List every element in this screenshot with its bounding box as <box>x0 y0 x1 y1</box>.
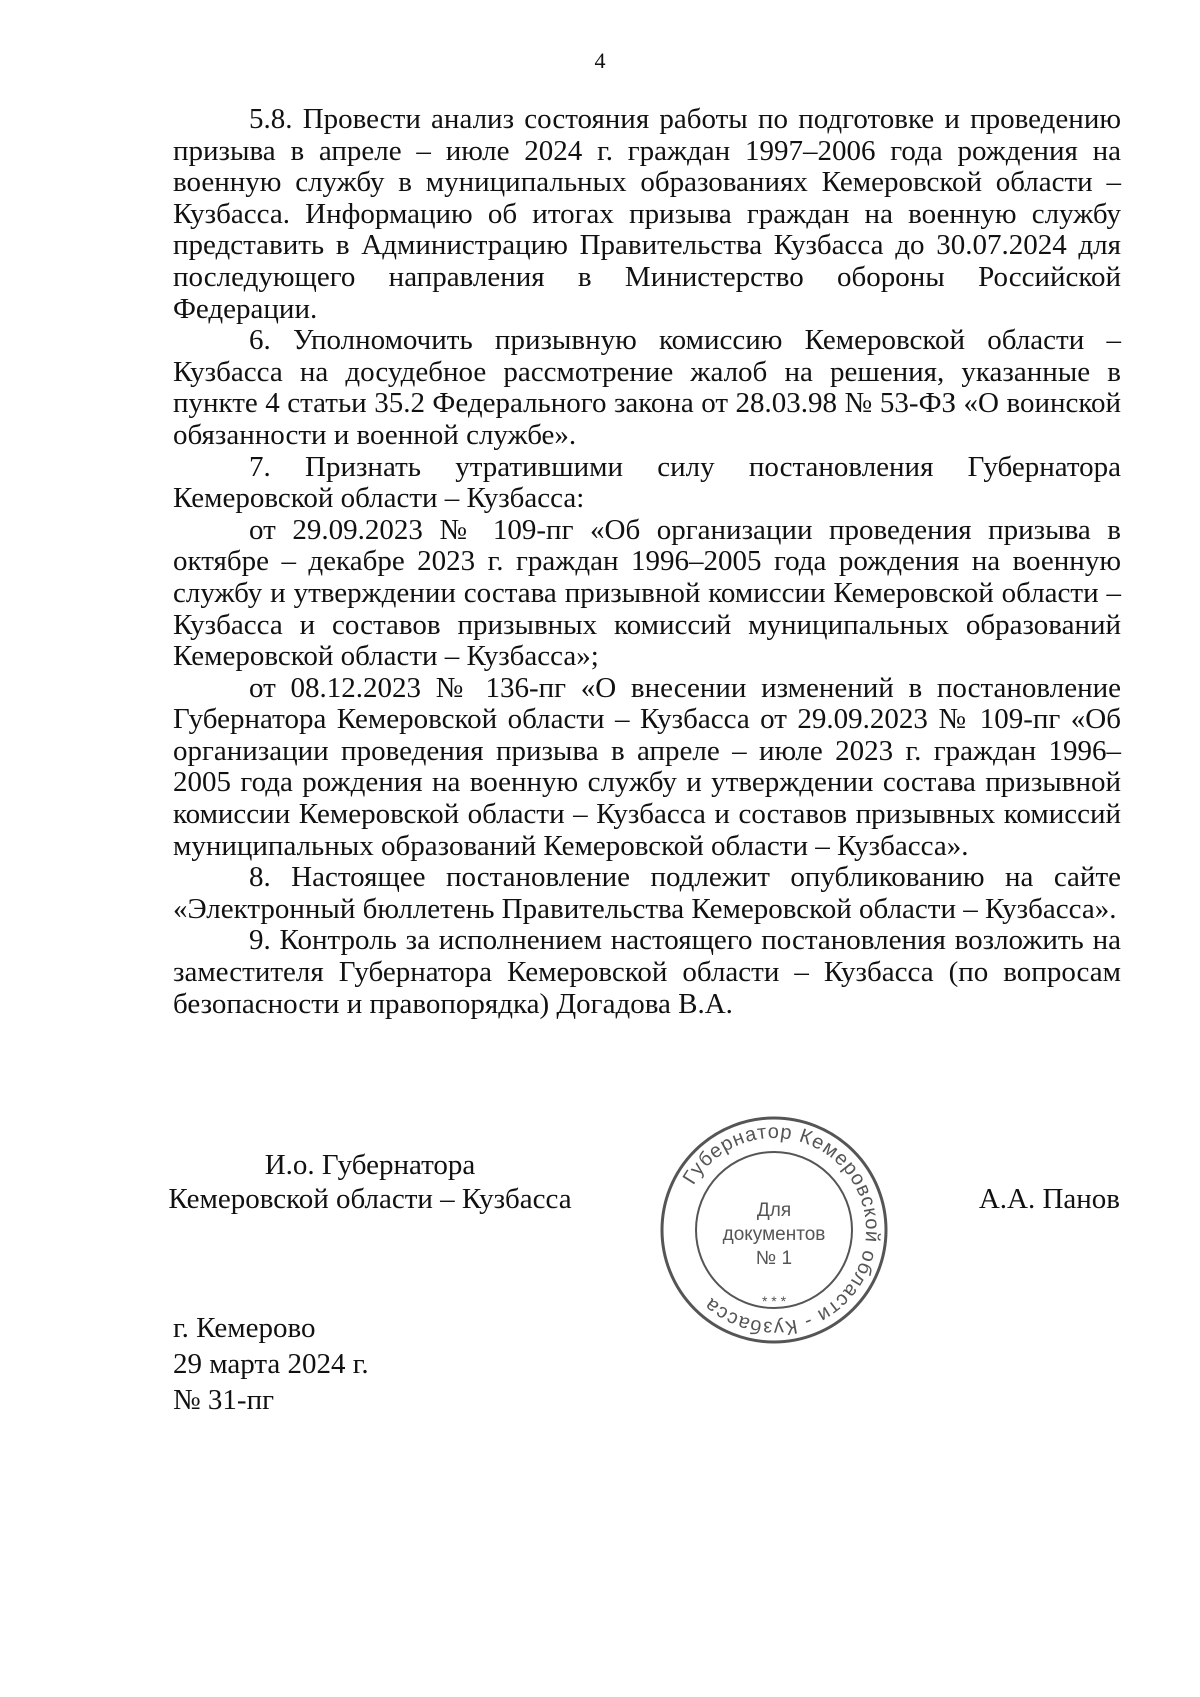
paragraph-6: 6. Уполномочить призывную комиссию Кемеровской области – Кузбасса на досудебное рассмотрение жалоб на решения, указанные в пункте 4 статьи 35.2 Федерального закона от 28.03.98 № 53-ФЗ «О воинской обязанности и военной службе». <box>173 324 1121 451</box>
footer-city: г. Кемерово <box>173 1312 316 1344</box>
signatory-position-line2: Кемеровской области – Кузбасса <box>168 1183 572 1215</box>
seal-ring-textpath: Губернатор Кемеровской области - Кузбасса <box>678 1120 884 1340</box>
paragraph-7-item-2: от 08.12.2023 № 136-пг «О внесении изменений в постановление Губернатора Кемеровской области – Кузбасса от 29.09.2023 № 109-пг «Об организации проведения призыва в апреле – июле 2023 г. граждан 1996–2005 года рождения на военную службу и утверждении состава призывной комиссии Кемеровской области – Кузбасса и составов призывных комиссий муниципальных образований Кемеровской области – Кузбасса». <box>173 671 1121 862</box>
paragraph-8: 8. Настоящее постановление подлежит опубликованию на сайте «Электронный бюллетень Правительства Кемеровской области – Кузбасса». <box>173 861 1121 925</box>
signatory-name: А.А. Панов <box>978 1183 1120 1215</box>
document-body <box>173 104 1121 1020</box>
seal-stars: * * * <box>761 1293 787 1309</box>
footer-number: № 31-пг <box>173 1384 274 1416</box>
paragraph-9: 9. Контроль за исполнением настоящего постановления возложить на заместителя Губернатора Кемеровской области – Кузбасса (по вопросам безопасности и правопорядка) Догадова В.А. <box>173 924 1121 1020</box>
signatory-position <box>160 1148 580 1216</box>
seal-line1: Для <box>756 1200 792 1221</box>
document-footer <box>173 1310 369 1418</box>
paragraph-7-item-1: от 29.09.2023 № 109-пг «Об организации проведения призыва в октябре – декабре 2023 г. граждан 1996–2005 года рождения на военную службу и утверждении состава призывной комиссии Кемеровской области – Кузбасса и составов призывных комиссий муниципальных образований Кемеровской области – Кузбасса»; <box>173 513 1121 673</box>
footer-date: 29 марта 2024 г. <box>173 1348 369 1380</box>
seal-line2: документов <box>722 1224 826 1245</box>
seal-line3: № 1 <box>755 1248 793 1269</box>
official-seal <box>654 1110 894 1350</box>
paragraph-7: 7. Признать утратившими силу постановления Губернатора Кемеровской области – Кузбасса: <box>173 450 1121 515</box>
paragraph-5-8: 5.8. Провести анализ состояния работы по подготовке и проведению призыва в апреле – июле 2024 г. граждан 1997–2006 года рождения на военную службу в муниципальных образованиях Кемеровской области – Кузбасса. Информацию об итогах призыва граждан на военную службу представить в Администрацию Правительства Кузбасса до 30.07.2024 для последующего направления в Министерство обороны Российской Федерации. <box>173 103 1121 325</box>
signatory-position-line1: И.о. Губернатора <box>264 1149 476 1181</box>
page-number: 4 <box>594 48 606 73</box>
